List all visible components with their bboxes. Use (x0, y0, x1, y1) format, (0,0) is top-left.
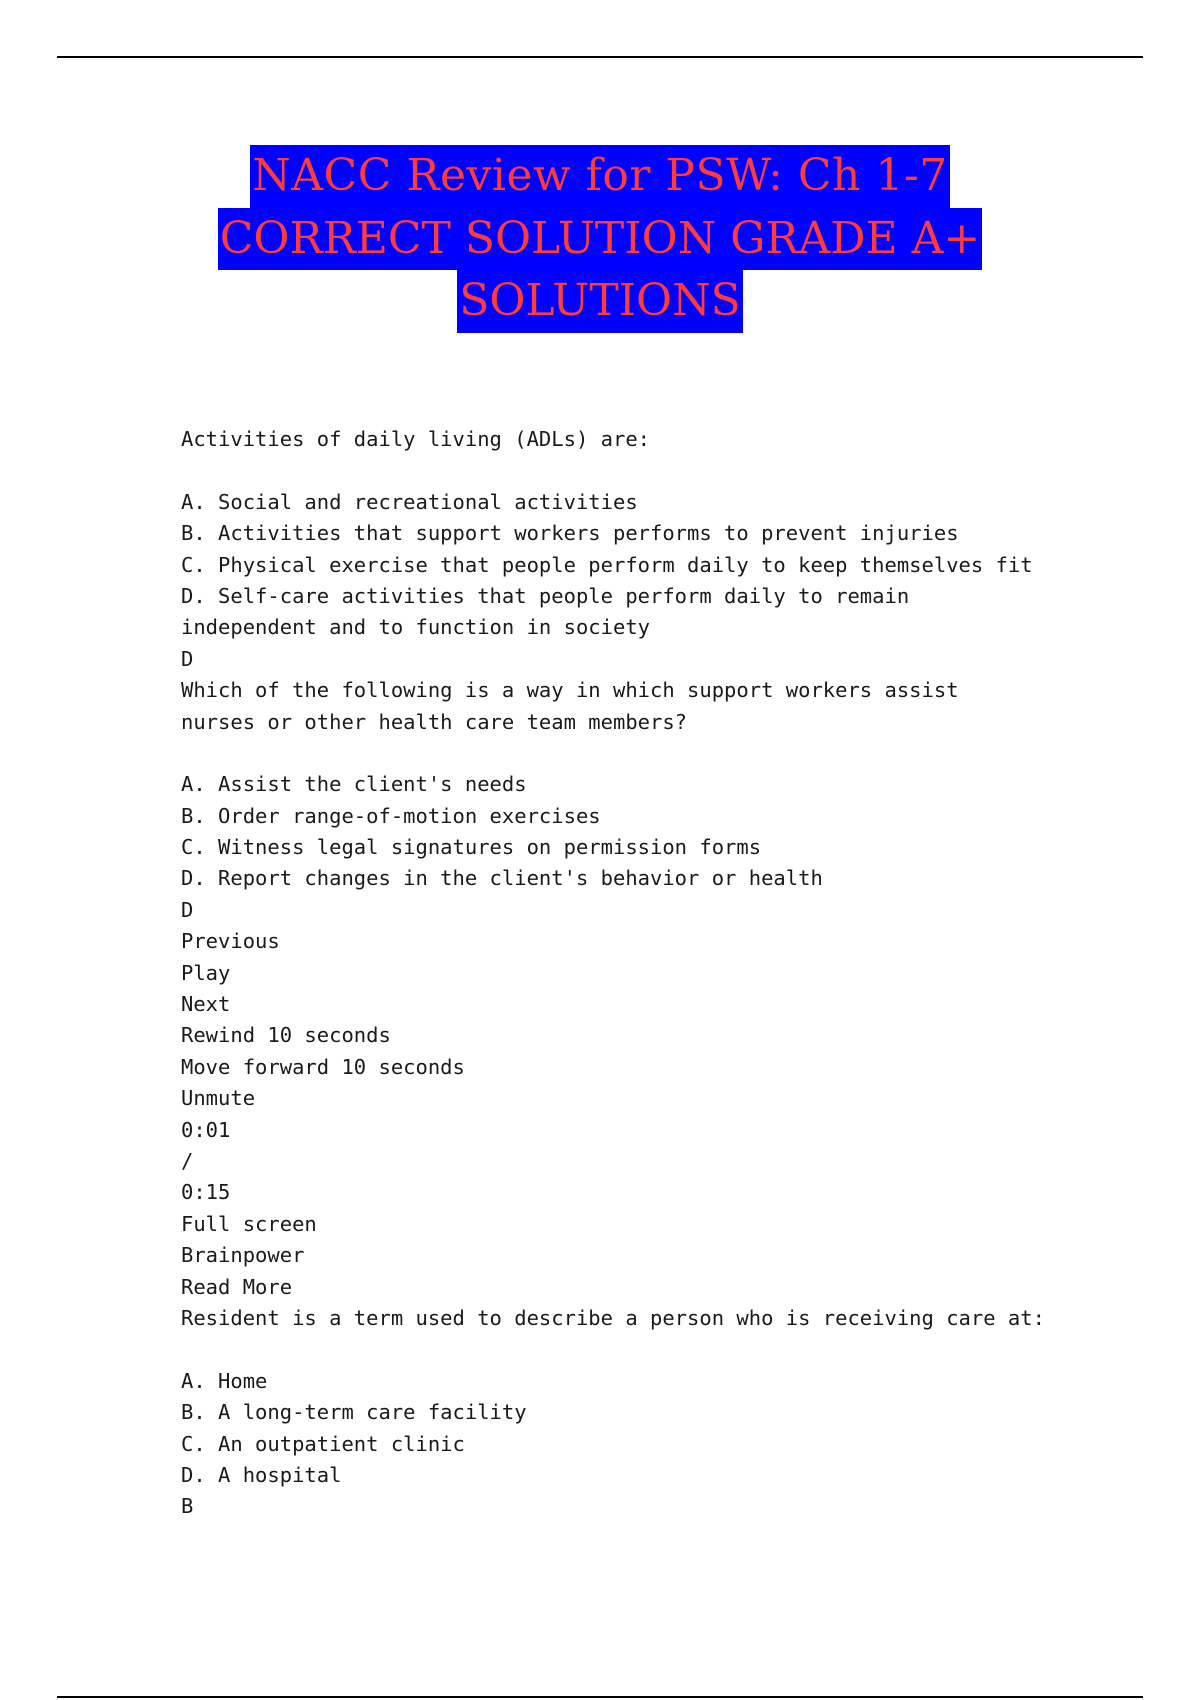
question-2-prompt-line-1: Which of the following is a way in which support workers assist (181, 678, 959, 703)
player-time-separator: / (181, 1148, 194, 1173)
player-previous-text: Previous (181, 929, 280, 954)
player-current-time: 0:01 (181, 1117, 231, 1142)
player-duration: 0:15 (181, 1180, 231, 1205)
title-line-3: SOLUTIONS (457, 270, 743, 333)
title-line-2: CORRECT SOLUTION GRADE A+ (218, 208, 983, 271)
question-1-option-c: C. Physical exercise that people perform daily to keep themselves fit (181, 552, 1033, 577)
question-1-prompt: Activities of daily living (ADLs) are: (181, 427, 650, 451)
spacer (181, 455, 1081, 486)
question-3-option-c: C. An outpatient clinic (181, 1431, 465, 1456)
question-2-option-c: C. Witness legal signatures on permission forms (181, 835, 762, 860)
question-3-option-b: B. A long-term care facility (181, 1400, 527, 1425)
bottom-rule (57, 1696, 1143, 1698)
question-1-option-d: D. Self-care activities that people perform daily to remain (181, 583, 910, 608)
question-1-answer: D (181, 646, 194, 671)
document-title (0, 145, 1200, 333)
top-rule (57, 56, 1143, 58)
player-rewind-text: Rewind 10 seconds (181, 1023, 391, 1048)
question-2-prompt-line-2: nurses or other health care team members? (181, 709, 688, 734)
document-body (181, 424, 1081, 1523)
question-1-option-a: A. Social and recreational activities (181, 489, 638, 514)
question-3-prompt: Resident is a term used to describe a person who is receiving care at: (181, 1305, 1045, 1330)
question-3-answer: B (181, 1494, 194, 1519)
question-3-option-d: D. A hospital (181, 1462, 342, 1487)
player-fullscreen-text: Full screen (181, 1211, 317, 1236)
spacer (181, 1334, 1081, 1365)
question-2-answer: D (181, 897, 194, 922)
read-more-text: Read More (181, 1274, 293, 1299)
player-next-text: Next (181, 992, 231, 1017)
player-unmute-text: Unmute (181, 1086, 256, 1111)
spacer (181, 738, 1081, 769)
question-2-option-a: A. Assist the client's needs (181, 772, 527, 797)
player-forward-text: Move forward 10 seconds (181, 1054, 465, 1079)
question-2-option-b: B. Order range-of-motion exercises (181, 803, 601, 828)
question-3-option-a: A. Home (181, 1368, 268, 1393)
question-1-option-b: B. Activities that support workers performs to prevent injuries (181, 521, 959, 546)
player-play-text: Play (181, 960, 231, 985)
question-2-option-d: D. Report changes in the client's behavior or health (181, 866, 823, 891)
title-line-1: NACC Review for PSW: Ch 1-7 (250, 145, 949, 208)
player-brand-text: Brainpower (181, 1243, 305, 1268)
question-1-option-d-continued: independent and to function in society (181, 615, 650, 640)
